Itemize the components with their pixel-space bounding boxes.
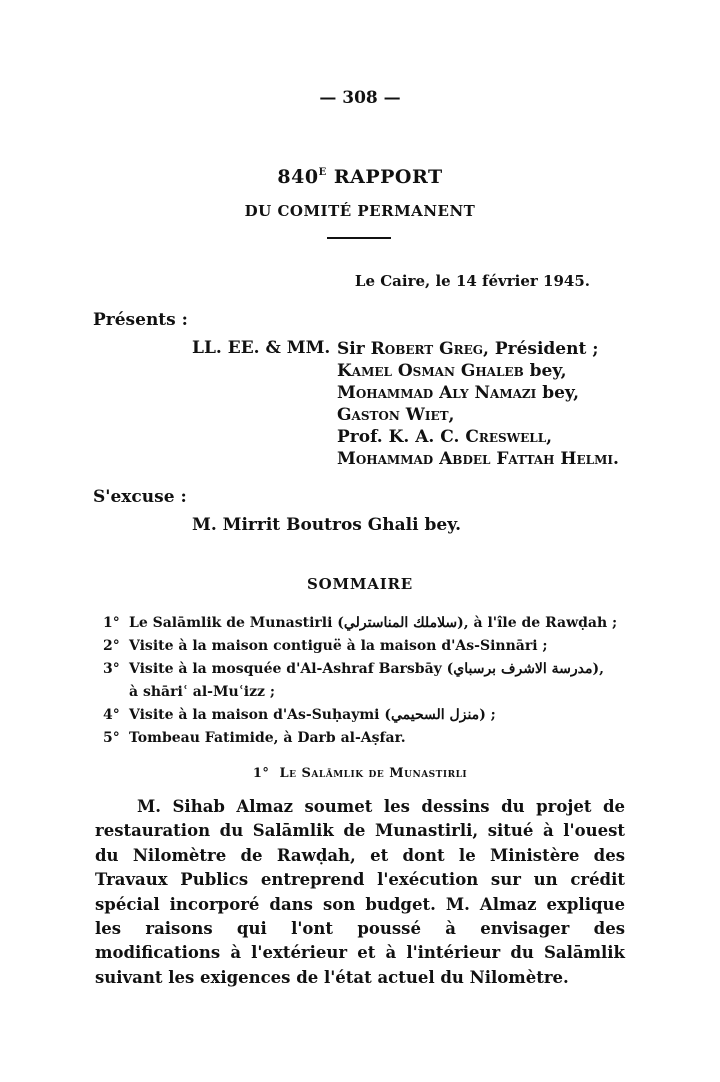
body-paragraph: M. Sihab Almaz soumet les dessins du projet de restauration du Salāmlik de Munastirli, situé à l'ouest du Nilomètre de Rawḍah, et dont le Ministère des Travaux Publics entreprend l'exécution sur un crédit spécial incorporé dans son budget. M. Almaz explique les raisons qui l'ont poussé à envisager des modifications à l'extérieur et à l'intérieur du Salāmlik suivant les exigences de l'état actuel du Nilomètre. [95,797,625,987]
member: Mohammad Abdel Fattah Helmi. [337,449,619,469]
report-subtitle: DU COMITÉ PERMANENT [244,202,476,220]
arabic-text: مدرسة الاشرف برسباي [453,661,593,677]
sommaire-list [103,612,617,750]
sommaire-item: 1° Le Salāmlik de Munastirli (سلاملك المناسترلي), à l'île de Rawḍah ; [103,615,618,631]
presents-label: Présents : [93,310,188,330]
sommaire-item: 5° Tombeau Fatimide, à Darb al-Aṣfar. [103,730,406,746]
sommaire-item: 3° Visite à la mosquée d'Al-Ashraf Barsbāy (مدرسة الاشرف برسباي), [103,661,605,677]
sommaire-item: 4° Visite à la maison d'As-Suḥaymi (منزل السحيمي) ; [103,707,496,723]
report-number-sup: E [318,167,327,178]
section-title: 1° Le Salāmlik de Munastirli [252,766,468,781]
arabic-text: منزل السحيمي [391,707,480,723]
sommaire-heading: SOMMAIRE [306,575,414,593]
member: Gaston Wiet, [337,405,455,425]
report-title [0,166,720,188]
page-number: — 308 — [319,88,401,108]
dateline: Le Caire, le 14 février 1945. [354,272,590,290]
sommaire-item: 2° Visite à la maison contiguë à la maison d'As-Sinnāri ; [103,638,548,654]
member: Mohammad Aly Namazi bey, [337,383,580,403]
members-list [337,338,619,470]
report-title-word: RAPPORT [333,166,443,188]
sommaire-item-continuation: à shāriʿ al-Muʿizz ; [129,684,276,700]
report-number: 840 [277,166,319,188]
title-divider [327,237,391,239]
member: Sir Robert Greg, Président ; [337,339,599,359]
member: Kamel Osman Ghaleb bey, [337,361,567,381]
member: Prof. K. A. C. Creswell, [337,427,553,447]
arabic-text: سلاملك المناسترلي [343,615,458,631]
excused-member: M. Mirrit Boutros Ghali bey. [192,515,462,535]
excuse-label: S'excuse : [93,487,187,507]
presents-lead: LL. EE. & MM. [192,338,331,358]
